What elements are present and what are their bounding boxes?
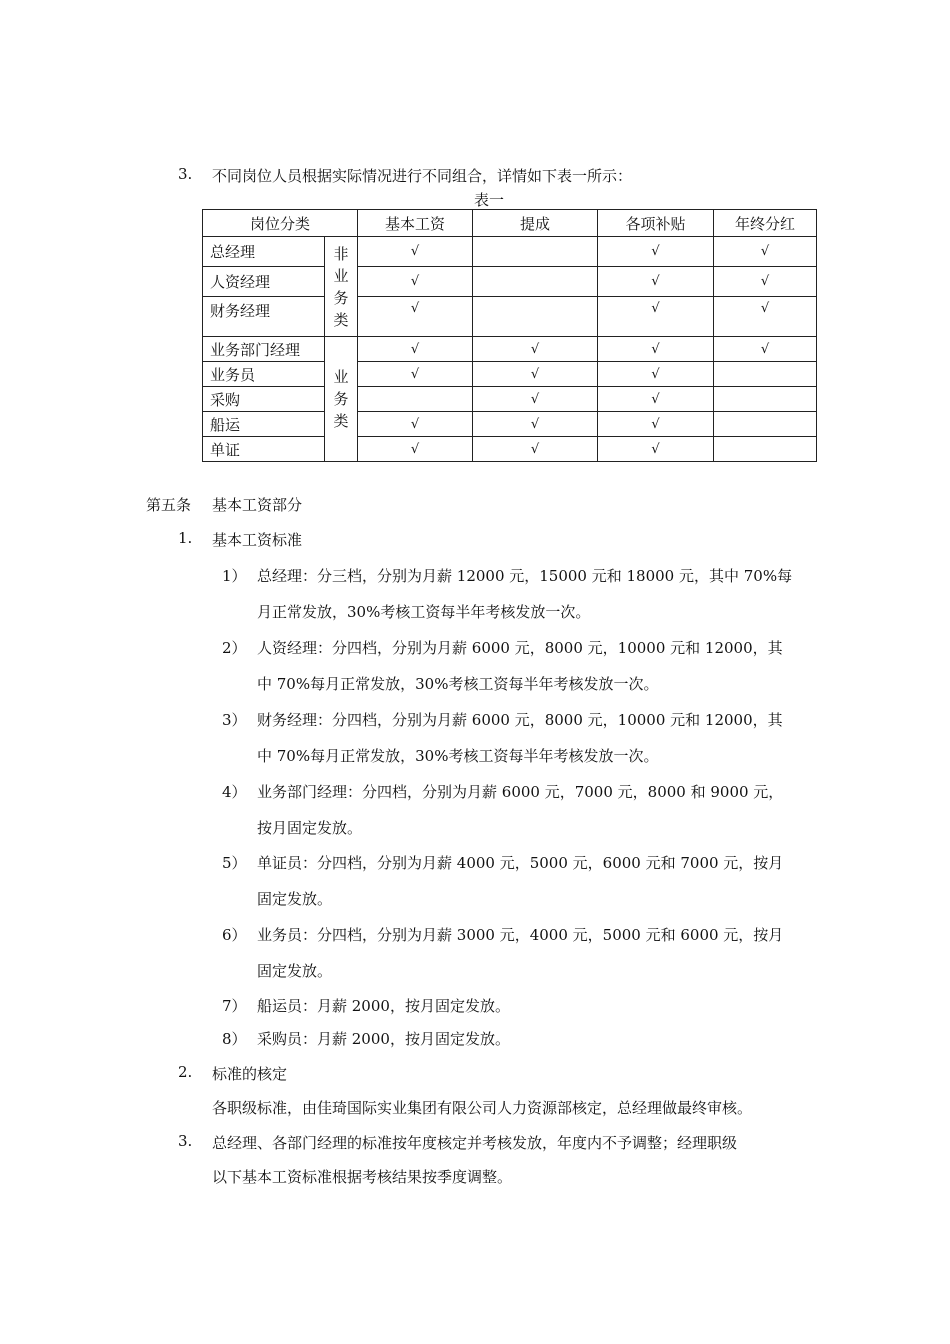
check-mark	[714, 387, 817, 412]
row-position-name: 业务部门经理	[203, 337, 325, 362]
header-year-end-bonus: 年终分红	[714, 210, 817, 237]
section-body: 各职级标准，由佳琦国际实业集团有限公司人力资源部核定，总经理做最终审核。	[212, 1099, 753, 1117]
item-line: 财务经理：分四档，分别为月薪 6000 元，8000 元，10000 元和 12000，其	[257, 711, 783, 729]
check-mark: √	[358, 237, 473, 267]
item-line: 总经理：分三档，分别为月薪 12000 元，15000 元和 18000 元，其中 70%每	[257, 567, 793, 585]
header-position-category: 岗位分类	[203, 210, 358, 237]
item-line: 按月固定发放。	[257, 819, 363, 837]
item-number: 8）	[222, 1030, 247, 1048]
item-line: 固定发放。	[257, 890, 333, 908]
row-position-name: 财务经理	[203, 297, 325, 337]
item-line: 月正常发放，30%考核工资每半年考核发放一次。	[257, 603, 591, 621]
check-mark: √	[598, 267, 714, 297]
check-mark: √	[714, 267, 817, 297]
check-mark: √	[598, 362, 714, 387]
item-line: 中 70%每月正常发放，30%考核工资每半年考核发放一次。	[257, 675, 659, 693]
item-number: 6）	[222, 926, 247, 944]
header-commission: 提成	[473, 210, 598, 237]
item-line: 业务员：分四档，分别为月薪 3000 元，4000 元，5000 元和 6000 元，按月	[257, 926, 784, 944]
table-row	[203, 337, 817, 362]
section-line: 总经理、各部门经理的标准按年度核定并考核发放，年度内不予调整；经理职级	[212, 1134, 738, 1152]
check-mark: √	[473, 362, 598, 387]
check-mark	[473, 267, 598, 297]
item-line: 采购员：月薪 2000，按月固定发放。	[257, 1030, 510, 1048]
category-char: 务	[333, 390, 349, 408]
check-mark: √	[358, 362, 473, 387]
item-number: 5）	[222, 854, 247, 872]
header-allowance: 各项补贴	[598, 210, 714, 237]
position-compensation-table	[202, 209, 817, 462]
category-char: 类	[333, 310, 349, 329]
row-position-name: 业务员	[203, 362, 325, 387]
category-char: 业	[333, 266, 349, 285]
item-line: 单证员：分四档，分别为月薪 4000 元，5000 元，6000 元和 7000 元，按月	[257, 854, 784, 872]
check-mark: √	[598, 297, 714, 337]
check-mark: √	[473, 412, 598, 437]
check-mark: √	[598, 412, 714, 437]
item-number: 7）	[222, 997, 247, 1015]
check-mark: √	[714, 297, 817, 337]
section-number: 1.	[178, 529, 193, 547]
item-number: 1）	[222, 567, 247, 585]
row-position-name: 总经理	[203, 237, 325, 267]
header-base-salary: 基本工资	[358, 210, 473, 237]
row-position-name: 船运	[203, 412, 325, 437]
section-title: 基本工资标准	[212, 531, 303, 549]
section-number: 3.	[178, 1132, 193, 1150]
table-row	[203, 297, 817, 337]
check-mark: √	[598, 387, 714, 412]
check-mark: √	[598, 437, 714, 462]
item-line: 中 70%每月正常发放，30%考核工资每半年考核发放一次。	[257, 747, 659, 765]
table-row	[203, 387, 817, 412]
check-mark	[358, 387, 473, 412]
row-position-name: 人资经理	[203, 267, 325, 297]
check-mark: √	[598, 237, 714, 267]
category-business	[325, 337, 358, 462]
check-mark: √	[473, 437, 598, 462]
category-char: 非	[333, 244, 349, 263]
check-mark: √	[714, 337, 817, 362]
check-mark: √	[358, 297, 473, 337]
check-mark	[714, 412, 817, 437]
check-mark: √	[714, 237, 817, 267]
check-mark	[714, 437, 817, 462]
category-char: 务	[333, 288, 349, 307]
section-title: 标准的核定	[212, 1065, 288, 1083]
check-mark: √	[598, 337, 714, 362]
table-row	[203, 237, 817, 267]
article-label: 第五条	[146, 496, 192, 514]
check-mark: √	[358, 412, 473, 437]
item-number: 4）	[222, 783, 247, 801]
item-line: 业务部门经理：分四档，分别为月薪 6000 元，7000 元，8000 和 9000 元，	[257, 783, 784, 801]
item-line: 人资经理：分四档，分别为月薪 6000 元，8000 元，10000 元和 12000，其	[257, 639, 783, 657]
row-position-name: 单证	[203, 437, 325, 462]
section-number: 2.	[178, 1063, 193, 1081]
check-mark: √	[473, 337, 598, 362]
intro-number: 3.	[178, 165, 193, 183]
section-line: 以下基本工资标准根据考核结果按季度调整。	[212, 1168, 513, 1186]
table-row	[203, 267, 817, 297]
item-line: 船运员：月薪 2000，按月固定发放。	[257, 997, 510, 1015]
check-mark: √	[358, 267, 473, 297]
category-non-business	[325, 237, 358, 337]
table-row	[203, 412, 817, 437]
check-mark	[473, 297, 598, 337]
check-mark: √	[473, 387, 598, 412]
check-mark	[714, 362, 817, 387]
row-position-name: 采购	[203, 387, 325, 412]
table-row	[203, 437, 817, 462]
intro-text: 不同岗位人员根据实际情况进行不同组合，详情如下表一所示：	[212, 167, 633, 185]
category-char: 业	[333, 368, 349, 386]
check-mark	[473, 237, 598, 267]
check-mark: √	[358, 337, 473, 362]
table-caption: 表一	[474, 191, 505, 209]
item-number: 2）	[222, 639, 247, 657]
category-char: 类	[333, 412, 349, 430]
article-title: 基本工资部分	[212, 496, 303, 514]
table-header-row	[203, 210, 817, 237]
item-line: 固定发放。	[257, 962, 333, 980]
table-row	[203, 362, 817, 387]
check-mark: √	[358, 437, 473, 462]
item-number: 3）	[222, 711, 247, 729]
